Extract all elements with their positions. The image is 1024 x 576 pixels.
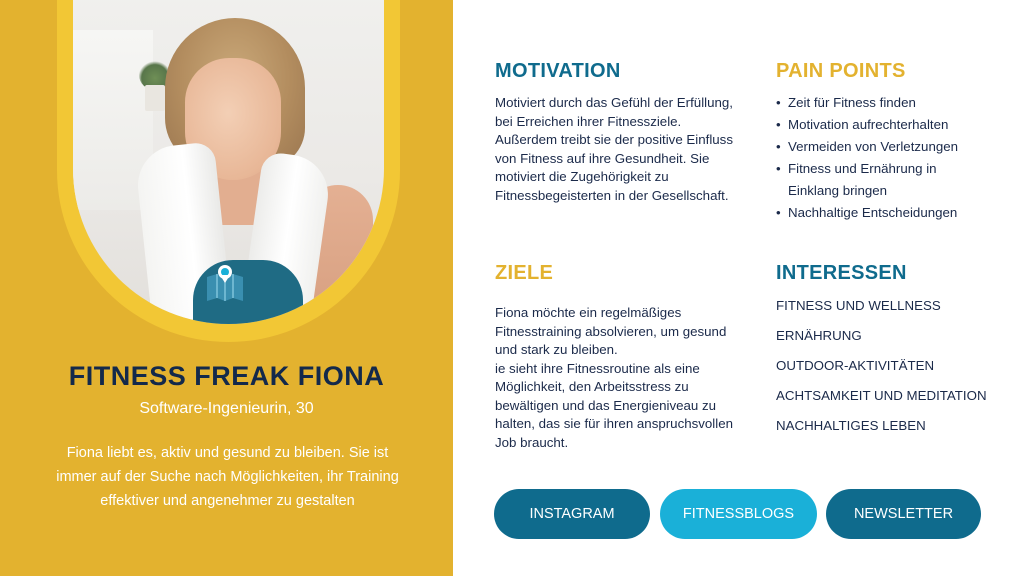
interest-item: ACHTSAMKEIT UND MEDITATION — [776, 388, 987, 403]
motivation-heading: MOTIVATION — [495, 60, 621, 82]
map-pin-icon — [205, 263, 245, 303]
interessen-heading: INTERESSEN — [776, 262, 907, 284]
pain-points-list — [776, 92, 986, 224]
interest-item: NACHHALTIGES LEBEN — [776, 418, 926, 433]
pain-point-item: • Vermeiden von Verletzungen — [776, 136, 986, 158]
pain-point-item: • Nachhaltige Entscheidungen — [776, 202, 986, 224]
pain-point-item: • Motivation aufrechterhalten — [776, 114, 986, 136]
plant-pot-image — [145, 85, 165, 111]
ziele-text: Fiona möchte ein regelmäßiges Fitnesstraining absolvieren, um gesund und stark zu bleiben. ie sieht ihre Fitnessroutine als eine Möglichkeit, den Arbeitsstress zu bewältigen und das Energieniveau zu halten, das sie für ihren anspruchsvollen Job braucht. — [495, 305, 734, 450]
persona-panel — [0, 0, 453, 576]
instagram-button[interactable]: INSTAGRAM — [494, 489, 650, 539]
pain-point-item: • Zeit für Fitness finden — [776, 92, 986, 114]
ziele-heading: ZIELE — [495, 262, 554, 284]
pain-point-item: • Fitness und Ernährung in Einklang bringen — [776, 158, 986, 202]
fitnessblogs-button[interactable]: FITNESSBLOGS — [660, 489, 817, 539]
interests-list — [776, 297, 1006, 447]
persona-role: Software-Ingenieurin, 30 — [139, 400, 314, 417]
interest-item: ERNÄHRUNG — [776, 328, 862, 343]
interest-item: OUTDOOR-AKTIVITÄTEN — [776, 358, 935, 373]
newsletter-button[interactable]: NEWSLETTER — [826, 489, 981, 539]
motivation-text: Motiviert durch das Gefühl der Erfüllung, bei Erreichen ihrer Fitnessziele. Außerdem treibt sie der positive Einfluss von Fitness auf ihre Gesundheit. Sie motiviert die Zugehörigkeit zu Fitnessbegeisterten in der Gesellschaft. — [495, 95, 733, 203]
interest-item: FITNESS UND WELLNESS — [776, 298, 941, 313]
persona-description: Fiona liebt es, aktiv und gesund zu bleiben. Sie ist immer auf der Suche nach Möglichkeiten, ihr Training effektiver und angenehmer zu gestalten — [56, 445, 399, 509]
pain-points-heading: PAIN POINTS — [776, 60, 906, 82]
persona-name: FITNESS FREAK FIONA — [68, 361, 385, 391]
